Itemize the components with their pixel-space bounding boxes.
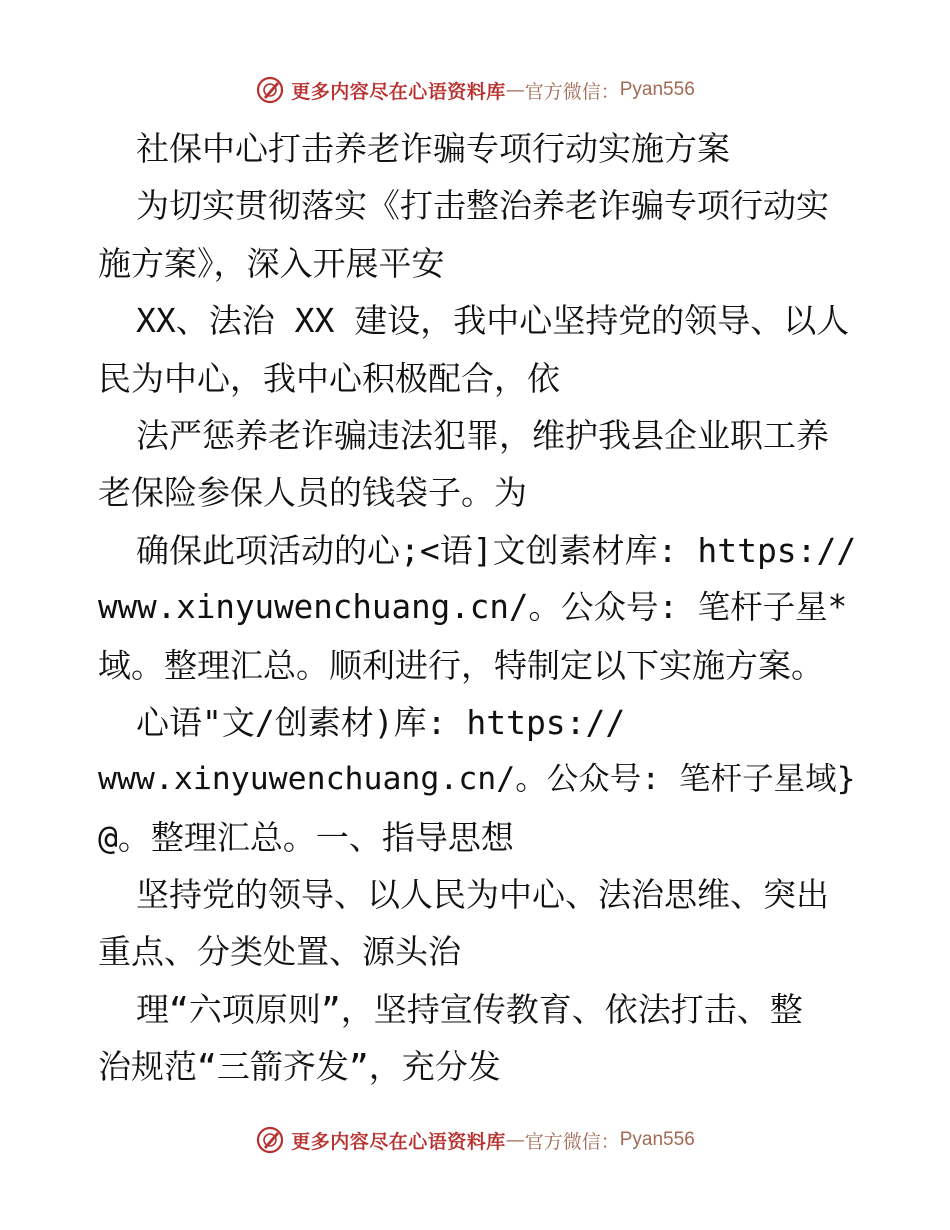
text-line: 老保险参保人员的钱袋子。为 — [98, 473, 527, 513]
banner-wechat-id: Pyan556 — [619, 79, 695, 100]
text-line: 为切实贯彻落实《打击整治养老诈骗专项行动实 — [136, 186, 829, 226]
text-line: 施方案》，深入开展平安 — [98, 243, 445, 283]
document-body — [98, 120, 858, 1096]
header-banner — [0, 70, 950, 110]
text-line: 理“六项原则”，坚持宣传教育、依法打击、整 — [136, 989, 803, 1029]
banner-separator: — — [505, 79, 525, 101]
text-line: 确保此项活动的心;<语]文创素材库: https:// — [136, 530, 857, 570]
text-line: 域。整理汇总。顺利进行，特制定以下实施方案。 — [98, 645, 824, 685]
pen-logo-icon — [255, 1125, 285, 1155]
banner-main-text: 更多内容尽在心语资料库 — [291, 80, 506, 103]
footer-banner — [0, 1120, 950, 1160]
text-line: 治规范“三箭齐发”，充分发 — [98, 1047, 501, 1087]
text-line: @。整理汇总。一、指导思想 — [98, 817, 514, 857]
text-line: 法严惩养老诈骗违法犯罪，维护我县企业职工养 — [136, 415, 829, 455]
banner-separator: — — [505, 1129, 525, 1151]
text-line: 坚持党的领导、以人民为中心、法治思维、突出 — [136, 875, 829, 915]
text-line: 重点、分类处置、源头治 — [98, 932, 461, 972]
text-line: 社保中心打击养老诈骗专项行动实施方案 — [136, 129, 730, 168]
banner-wechat-id: Pyan556 — [619, 1129, 695, 1150]
text-line: 心语"文/创素材)库: https:// — [136, 702, 626, 742]
text-line: XX、法治 XX 建设，我中心坚持党的领导、以人 — [136, 301, 850, 341]
banner-main-text: 更多内容尽在心语资料库 — [291, 1130, 506, 1153]
banner-wechat-label: 官方微信： — [524, 80, 620, 103]
pen-logo-icon — [255, 75, 285, 105]
banner-wechat-label: 官方微信： — [524, 1130, 620, 1153]
text-line: www.xinyuwenchuang.cn/。公众号: 笔杆子星* — [98, 588, 848, 627]
text-line: 民为中心，我中心积极配合，依 — [98, 358, 560, 398]
text-line: www.xinyuwenchuang.cn/。公众号: 笔杆子星域} — [98, 761, 856, 798]
